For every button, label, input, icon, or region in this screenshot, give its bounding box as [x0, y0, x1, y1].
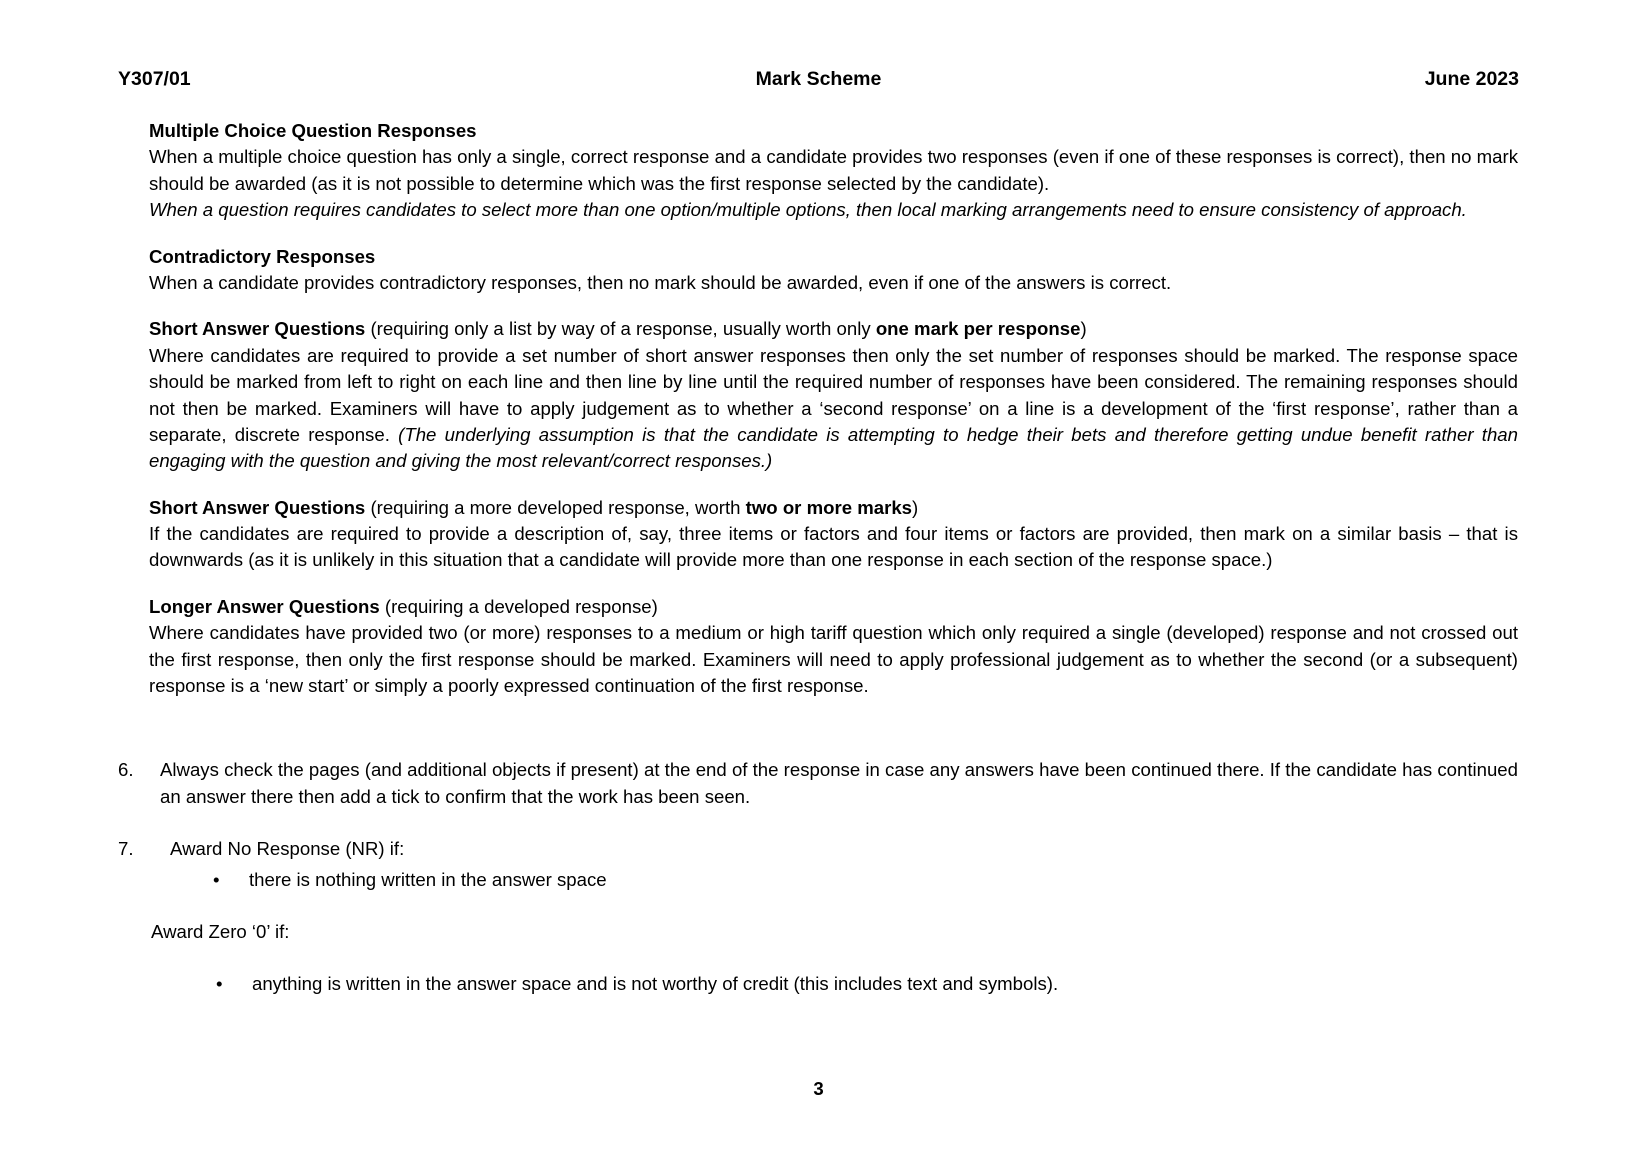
page-number: 3: [813, 1078, 824, 1099]
short-answer-developed-heading-rest-a: (requiring a more developed response, worth: [365, 496, 746, 518]
short-answer-list-text-plain: Where candidates are required to provide a set number of short answer responses then only the set number of responses should be marked. The response space should be marked from left to right on each line and then line by line until the required number of responses have been considered. The remaining responses should not then be marked. Examiners will have to apply judgement as to whether a ‘second response’ on a line is a development of the ‘first response’, rather than a separate, discrete response.: [149, 344, 1518, 445]
spacer: [118, 224, 1518, 244]
bullet-no-response-text: there is nothing written in the answer space: [249, 868, 607, 890]
mcq-heading: Multiple Choice Question Responses: [149, 120, 477, 141]
numbered-item-7-number: 7.: [118, 838, 134, 860]
section-longer-answer: [149, 594, 1518, 700]
longer-answer-paragraph: Where candidates have provided two (or more) responses to a medium or high tariff question which only required a single (developed) response and not crossed out the first response, then only the first response should be marked. Examiners will need to apply professional judgement as to whether the second (or a subsequent) response is a ‘new start’ or simply a poorly expressed continuation of the first response.: [149, 622, 1518, 697]
numbered-item-6-text: Always check the pages (and additional objects if present) at the end of the response in case any answers have been continued there. If the candidate has continued an answer there then add a tick to confirm that the work has been seen.: [160, 759, 1518, 807]
bullet-marker-icon: •: [213, 868, 220, 890]
section-contradictory: [149, 244, 1518, 297]
short-answer-list-text-italic: (The underlying assumption is that the candidate is attempting to hedge their bets and therefore getting undue benefit rather than engaging with the question and giving the most relevant/correct responses.): [149, 423, 1518, 472]
section-multiple-choice: [149, 118, 1518, 224]
short-answer-list-heading-rest-b: ): [1080, 318, 1087, 340]
numbered-item-6-number: 6.: [118, 759, 134, 781]
short-answer-list-heading-bold: Short Answer Questions: [149, 318, 366, 340]
short-answer-developed-heading-bold: Short Answer Questions: [149, 496, 366, 518]
short-answer-developed-heading-bold-2: two or more marks: [745, 496, 913, 518]
numbered-item-7-text: Award No Response (NR) if:: [170, 838, 405, 860]
short-answer-developed-paragraph: If the candidates are required to provide a description of, say, three items or factors and four items or factors are provided, then mark on a similar basis – that is downwards (as it is unlikely in this situation that a candidate will provide more than one response in each section of the response space.): [149, 523, 1518, 571]
spacer: [118, 893, 1518, 919]
spacer: [118, 475, 1518, 495]
section-short-answer-list: [149, 316, 1518, 474]
spacer: [118, 810, 1518, 836]
header-title: Mark Scheme: [755, 68, 882, 90]
numbered-item-7: [118, 836, 1518, 862]
spacer: [118, 574, 1518, 594]
longer-answer-heading: [149, 594, 1518, 620]
mcq-paragraph-2: When a question requires candidates to select more than one option/multiple options, then local marking arrangements need to ensure consistency of approach.: [149, 199, 1467, 221]
mcq-paragraph-1: When a multiple choice question has only a single, correct response and a candidate provides two responses (even if one of these responses is correct), then no mark should be awarded (as it is not possible to determine which was the first response selected by the candidate).: [149, 146, 1518, 194]
header-session: June 2023: [1424, 68, 1519, 90]
document-body: [118, 118, 1518, 998]
bullet-marker-icon: •: [216, 973, 223, 995]
award-zero-heading: Award Zero ‘0’ if:: [151, 920, 290, 942]
page-header: [118, 68, 1519, 91]
short-answer-list-heading-bold-2: one mark per response: [875, 318, 1081, 340]
contradictory-paragraph: When a candidate provides contradictory responses, then no mark should be awarded, even if one of the answers is correct.: [149, 271, 1172, 293]
contradictory-heading: Contradictory Responses: [149, 245, 376, 267]
bullet-award-zero: [216, 971, 1518, 997]
section-short-answer-developed: [149, 495, 1518, 574]
short-answer-developed-heading-rest-b: ): [912, 496, 919, 518]
short-answer-list-heading: [149, 316, 1518, 342]
header-paper-code: Y307/01: [118, 68, 191, 90]
short-answer-developed-heading: [149, 495, 1518, 521]
numbered-item-6: [118, 757, 1518, 810]
short-answer-list-paragraph: [149, 343, 1518, 475]
spacer: [118, 945, 1518, 971]
bullet-no-response: [213, 867, 1518, 893]
spacer: [118, 699, 1518, 757]
short-answer-list-heading-rest-a: (requiring only a list by way of a response, usually worth only: [365, 318, 876, 340]
longer-answer-heading-rest: (requiring a developed response): [379, 595, 658, 617]
spacer: [118, 296, 1518, 316]
longer-answer-heading-bold: Longer Answer Questions: [149, 595, 380, 617]
bullet-award-zero-text: anything is written in the answer space and is not worthy of credit (this includes text and symbols).: [252, 973, 1059, 995]
